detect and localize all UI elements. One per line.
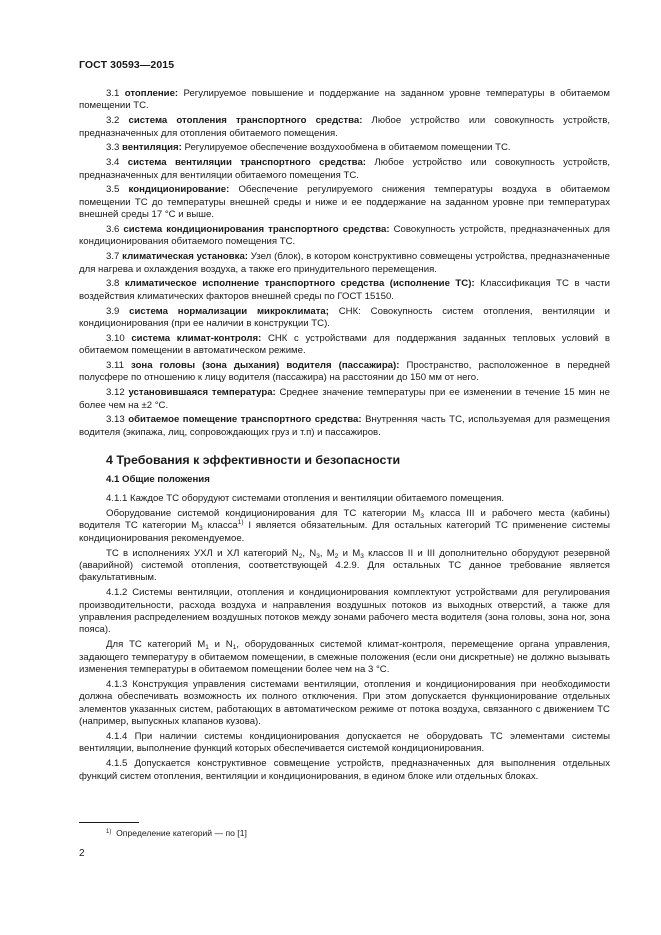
definition-3-12 [79, 387, 610, 412]
definition-text: Совокупность устройств, предназначенных для кондиционирования обитаемого помещения ТС. [79, 224, 610, 248]
definition-term: система вентиляции транспортного средства: [127, 157, 366, 169]
section-4-heading: 4 Требования к эффективности и безопасности [106, 453, 401, 468]
definition-number: 3.11 [106, 360, 124, 372]
paragraph-reserve-heating: ТС в исполнениях УХЛ и ХЛ категорий $N_2$, $N_3$, $M_2$ и $M_3$ классов II и III дополнительно оборудуют резервной (аварийной) системой отопления, соответствующей 4.2.9. Для остальных ТС данное требование является факультативным. [79, 547, 610, 584]
definition-text: Внутренняя часть ТС, используемая для размещения водителя (экипажа, лиц, сопровождающих груз и т.п) и пассажиров. [79, 414, 610, 438]
definition-number: 3.5 [106, 184, 120, 196]
definition-text: Пространство, расположенное в передней полусфере по отношению к лицу водителя (пассажира) на расстоянии до 150 мм от него. [79, 360, 610, 384]
definition-term: зона головы (зона дыхания) водителя (пассажира): [131, 360, 400, 372]
definition-3-3 [79, 142, 610, 154]
definition-3-6 [79, 224, 610, 249]
definition-3-8 [79, 278, 610, 303]
definition-term: отопление: [124, 88, 179, 99]
definition-text: СНК: Совокупность систем отопления, вентиляции и кондиционирования (при ее наличии в конструкции ТС). [79, 305, 610, 330]
definition-3-4 [79, 157, 610, 182]
definition-number: 3.9 [106, 305, 120, 317]
paragraph-4-1-2: 4.1.2 Системы вентиляции, отопления и кондиционирования комплектуют устройствами для регулирования производительности, расхода воздуха и направления воздушных потоков из выходных отверстий, а также для управления распределением воздушных потоков между зонами рабочего места водителя (зона головы, зона ног, зона пояса). [79, 587, 610, 636]
definition-text: Регулируемое повышение и поддержание на заданном уровне температуры в обитаемом помещении ТС. [79, 88, 610, 112]
footnote-divider [79, 822, 139, 823]
paragraph-climate-control: Для ТС категорий $М_1$ и $N_1$, оборудованных системой климат-контроля, перемещение органа управления, задающего температуру в обитаемом помещении, в смежные положения (если они дискретные) не должно вызывать изменения температуры в обитаемом помещении более чем на 3 °С. [79, 639, 610, 676]
definition-term: система нормализации микроклимата; [129, 305, 329, 317]
definition-term: система отопления транспортного средства: [128, 115, 363, 127]
definition-3-10 [79, 333, 610, 358]
definition-3-5 [79, 184, 610, 221]
definition-number: 3.7 [106, 251, 120, 263]
definition-number: 3.4 [106, 157, 120, 169]
definition-text: Классификация ТС в части воздействия климатических факторов внешней среды по ГОСТ 15150. [79, 278, 610, 302]
definition-3-13 [79, 414, 610, 439]
definition-term: система кондиционирования транспортного средства: [123, 224, 390, 236]
definition-term: климатическая установка: [122, 251, 248, 263]
paragraph-4-1-4: 4.1.4 При наличии системы кондиционирования допускается не оборудовать ТС элементами системы вентиляции, выполнение функций которых обеспечивается системой кондиционирования. [79, 730, 610, 755]
footnote-ref: 1) [237, 519, 244, 527]
definition-text: Регулируемое обеспечение воздухообмена в обитаемом помещении ТС. [181, 142, 511, 154]
definition-3-1 [79, 88, 610, 113]
definition-text: Узел (блок), в котором конструктивно совмещены устройства, предназначенные для нагрева и охлаждения воздуха, а также его принудительного перемещения. [79, 251, 610, 275]
footnote-mark: 1) [106, 829, 112, 835]
definition-3-9 [79, 306, 610, 331]
page-content [79, 88, 610, 785]
definition-number: 3.8 [106, 278, 120, 290]
definition-term: установившаяся температура: [128, 387, 276, 399]
definition-number: 3.13 [106, 414, 125, 426]
definition-3-11 [79, 360, 610, 385]
definition-text: СНК с устройствами для поддержания заданных тепловых условий в обитаемом помещении в автоматическом режиме. [79, 332, 610, 357]
paragraph-4-1-3: 4.1.3 Конструкция управления системами вентиляции, отопления и кондиционирования при необходимости должна обеспечивать возможность их полного отключения. При этом допускается функционирование отдельных элементов указанных систем, работающих в автоматическом режиме от потока воздуха, связанного с движением ТС (например, выпускных клапанов кузова). [79, 678, 610, 728]
footnote-text: Определение категорий — по [1] [116, 828, 247, 838]
definition-number: 3.1 [106, 88, 120, 99]
definition-number: 3.2 [106, 115, 120, 127]
definition-number: 3.6 [106, 224, 120, 236]
definition-text: Любое устройство или совокупность устройств, предназначенных для отопления обитаемого помещения. [79, 115, 610, 139]
definition-text: Обеспечение регулируемого снижения температуры воздуха в обитаемом помещении ТС до температуры внешней среды и ниже и ее поддержание на заданном уровне при температурах внешней среды 17 °С и выше. [79, 184, 610, 221]
definition-text: Среднее значение температуры при ее изменении в течение 15 мин не более чем на ±2 °С. [79, 387, 610, 411]
page-number: 2 [79, 848, 85, 859]
subsection-4-1-heading: 4.1 Общие положения [106, 474, 210, 486]
paragraph-4-1-5: 4.1.5 Допускается конструктивное совмещение устройств, предназначенных для выполнения отдельных функций систем отопления, вентиляции и кондиционирования, в едином блоке или отдельных блоках. [79, 758, 610, 782]
standard-title: ГОСТ 30593—2015 [79, 59, 175, 71]
definition-term: кондиционирование: [128, 184, 230, 196]
footnote [106, 828, 247, 838]
paragraph-4-1-1: 4.1.1 Каждое ТС оборудуют системами отопления и вентиляции обитаемого помещения. [106, 493, 505, 505]
definition-text: Любое устройство или совокупность устройств, предназначенных для вентиляции обитаемого помещения ТС. [79, 157, 610, 181]
definition-term: вентиляция: [122, 142, 182, 154]
definition-number: 3.3 [106, 142, 120, 154]
definition-number: 3.12 [106, 387, 125, 399]
definition-term: обитаемое помещение транспортного средства: [128, 414, 362, 426]
paragraph-ac-requirement: Оборудование системой кондиционирования для ТС категории $М_3$ класса III и рабочего места (кабины) водителя ТС категории $М_3$ класса$^{1)}$ I является обязательным. Для остальных категорий ТС применение системы кондиционирования рекомендуемое. [79, 508, 610, 544]
definitions-list [79, 88, 610, 439]
definition-term: климатическое исполнение транспортного средства (исполнение ТС): [124, 278, 475, 290]
definition-term: система климат-контроля: [131, 332, 262, 344]
definition-3-7 [79, 251, 610, 276]
definition-number: 3.10 [106, 332, 125, 344]
definition-3-2 [79, 115, 610, 140]
